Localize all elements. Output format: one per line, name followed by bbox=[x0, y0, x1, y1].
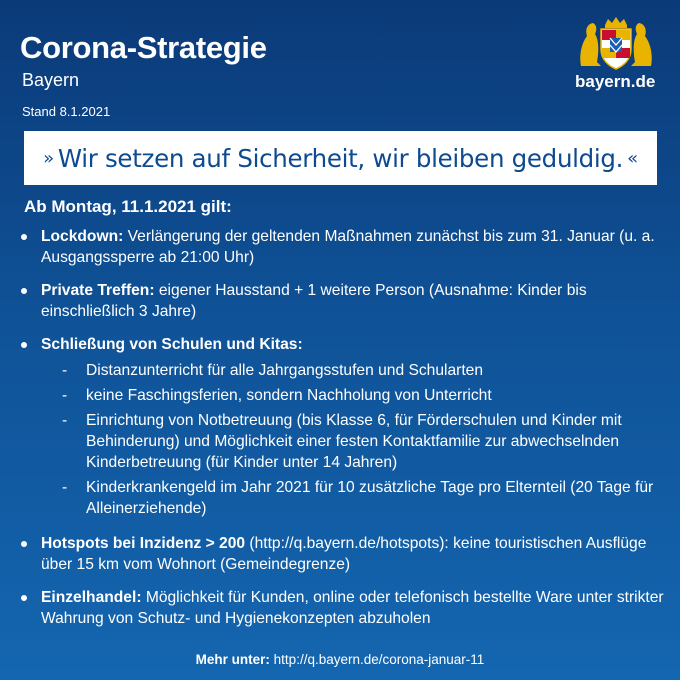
item-text: Möglichkeit für Kunden, online oder telefonisch bestellte Ware unter strikter Wahrung von Schutz- und Hygienekonzepten abzuholen bbox=[41, 589, 664, 627]
list-item-school-closures bbox=[18, 334, 668, 519]
measures-list bbox=[18, 226, 668, 641]
list-item-hotspots bbox=[18, 533, 668, 575]
sub-item: - Kinderkrankengeld im Jahr 2021 für 10 zusätzliche Tage pro Elternteil (20 Tage für Alleinerziehende) bbox=[62, 479, 654, 517]
list-item-private-meetings bbox=[18, 280, 668, 322]
item-label: Schließung von Schulen und Kitas: bbox=[41, 336, 303, 353]
item-label: Private Treffen: bbox=[41, 282, 155, 299]
item-label: Einzelhandel: bbox=[41, 589, 142, 606]
item-text: (http://q.bayern.de/hotspots): keine touristischen Ausflüge über 15 km vom Wohnort (Gemeindegrenze) bbox=[41, 535, 647, 573]
item-text: eigener Hausstand + 1 weitere Person (Ausnahme: Kinder bis einschließlich 3 Jahre) bbox=[41, 282, 587, 320]
sub-item-text: keine Faschingsferien, sondern Nachholung von Unterricht bbox=[86, 387, 492, 404]
sub-item-text: Distanzunterricht für alle Jahrgangsstufen und Schularten bbox=[86, 362, 484, 379]
footer-more-info bbox=[0, 652, 680, 667]
page-title: Corona-Strategie bbox=[20, 30, 267, 65]
quote-close-mark: « bbox=[627, 147, 638, 169]
date-stamp: Stand 8.1.2021 bbox=[22, 104, 111, 119]
sub-item: - Distanzunterricht für alle Jahrgangsstufen und Schularten bbox=[62, 362, 484, 379]
sub-item-text: Einrichtung von Notbetreuung (bis Klasse 6, für Förderschulen und Kinder mit Behinderung) und Möglichkeit einer festen Kontaktfamilie zur abwechselnden Kinderbetreuung (für Kinder unter 14 Jahren) bbox=[86, 412, 622, 471]
page-subtitle: Bayern bbox=[22, 70, 80, 90]
footer-label: Mehr unter: bbox=[195, 652, 270, 667]
section-heading: Ab Montag, 11.1.2021 gilt: bbox=[24, 197, 232, 216]
bavarian-crest-icon bbox=[575, 16, 657, 70]
quote-open-mark: » bbox=[43, 147, 54, 169]
sub-item: - Einrichtung von Notbetreuung (bis Klasse 6, für Förderschulen und Kinder mit Behinderung) und Möglichkeit einer festen Kontaktfamilie zur abwechselnden Kinderbetreuung (für Kinder unter 14 Jahren) bbox=[62, 412, 622, 471]
sub-item: - keine Faschingsferien, sondern Nachholung von Unterricht bbox=[62, 387, 492, 404]
item-label: Lockdown: bbox=[41, 228, 124, 245]
list-item-lockdown bbox=[18, 226, 668, 268]
quote-banner bbox=[24, 131, 657, 185]
quote-text: Wir setzen auf Sicherheit, wir bleiben geduldig. bbox=[57, 143, 624, 173]
item-label: Hotspots bei Inzidenz > 200 bbox=[41, 535, 246, 552]
item-text: Verlängerung der geltenden Maßnahmen zunächst bis zum 31. Januar (u. a. Ausgangssperre ab 21:00 Uhr) bbox=[41, 228, 655, 266]
sub-list bbox=[41, 360, 668, 519]
sub-item-text: Kinderkrankengeld im Jahr 2021 für 10 zusätzliche Tage pro Elternteil (20 Tage für Alleinerziehende) bbox=[86, 479, 654, 517]
list-item-retail bbox=[18, 587, 668, 629]
footer-link[interactable]: http://q.bayern.de/corona-januar-11 bbox=[269, 652, 485, 667]
bayern-de-logo-text: bayern.de bbox=[575, 72, 656, 91]
